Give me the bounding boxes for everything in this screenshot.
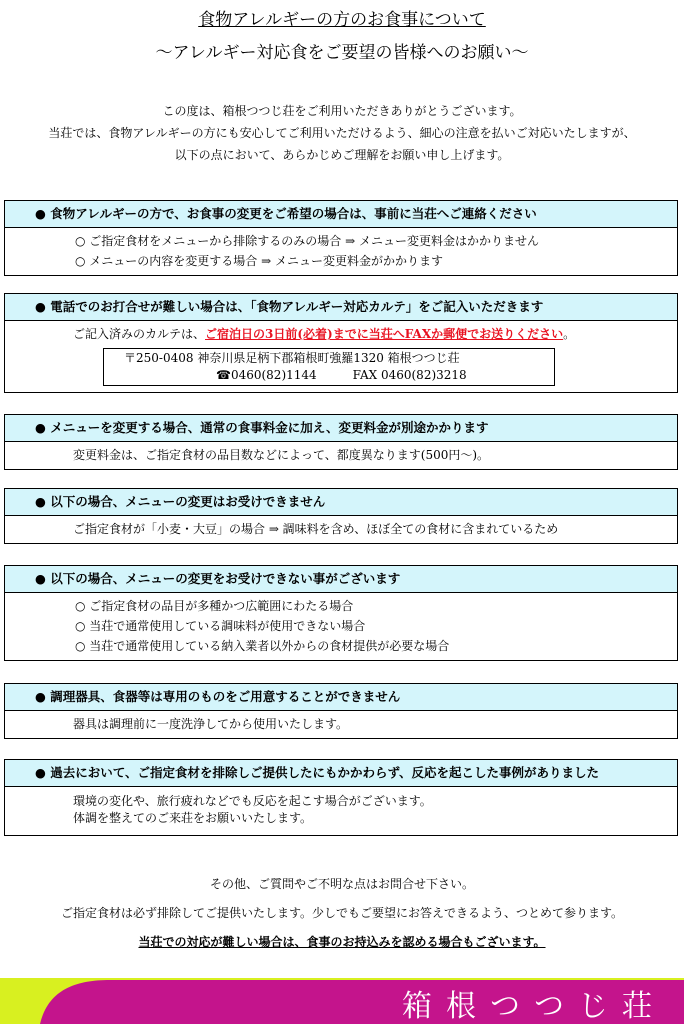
intro-line: 当荘では、食物アレルギーの方にも安心してご利用いただけるよう、細心の注意を払いご対応いたしますが、: [48, 126, 636, 140]
list-item: ○ 当荘で通常使用している調味料が使用できない場合: [75, 619, 366, 633]
section-heading: ● メニューを変更する場合、通常の食事料金に加え、変更料金が別途かかります: [5, 415, 677, 442]
section-heading: ● 電話でのお打合せが難しい場合は、「食物アレルギー対応カルテ」をご記入いただきます: [5, 294, 677, 321]
section-heading: ● 食物アレルギーの方で、お食事の変更をご希望の場合は、事前に当荘へご連絡ください: [5, 201, 677, 228]
list-item: ○ ご指定食材をメニューから排除するのみの場合 ⇒ メニュー変更料金はかかりません: [75, 234, 539, 248]
section-utensils: [4, 683, 678, 739]
closing-line: その他、ご質問やご不明な点はお問合せ下さい。: [209, 877, 474, 891]
section-heading: ● 以下の場合、メニューの変更をお受けできない事がございます: [5, 566, 677, 593]
section-change-fee: [4, 414, 678, 470]
page-subtitle: 〜アレルギー対応食をご要望の皆様へのお願い〜: [155, 43, 529, 63]
page-title: 食物アレルギーの方のお食事について: [198, 10, 486, 30]
section-past-reactions: [4, 759, 678, 836]
section-allergy-chart: [4, 293, 678, 393]
intro-text: [0, 100, 684, 166]
footer-inn-name: 箱根つつじ荘: [402, 989, 666, 1024]
list-item: ご指定食材が「小麦・大豆」の場合 ⇒ 調味料を含め、ほぼ全ての食材に含まれているため: [73, 522, 559, 536]
closing-note: 当荘での対応が難しい場合は、食事のお持込みを認める場合もございます。: [138, 935, 546, 949]
intro-line: この度は、箱根つつじ荘をご利用いただきありがとうございます。: [162, 104, 522, 118]
closing-text: [0, 870, 684, 957]
section-advance-contact: [4, 200, 678, 276]
contact-numbers: ☎0460(82)1144 FAX 0460(82)3218: [216, 368, 467, 382]
section-may-not-accept: [4, 565, 678, 661]
instruction-end: 。: [563, 327, 576, 341]
list-item: ○ 当荘で通常使用している納入業者以外からの食材提供が必要な場合: [75, 639, 450, 653]
intro-line: 以下の点において、あらかじめご理解をお願い申し上げます。: [174, 148, 510, 162]
list-item: ○ ご指定食材の品目が多種かつ広範囲にわたる場合: [75, 599, 354, 613]
address-box: [103, 348, 555, 386]
deadline-notice: ご宿泊日の3日前(必着)までに当荘へFAXか郵便でお送りください: [205, 327, 564, 341]
list-item: 変更料金は、ご指定食材の品目数などによって、都度異なります(500円〜)。: [73, 448, 490, 462]
section-heading: ● 過去において、ご指定食材を排除しご提供したにもかかわらず、反応を起こした事例がありました: [5, 760, 677, 787]
list-item: ○ メニューの内容を変更する場合 ⇒ メニュー変更料金がかかります: [75, 254, 443, 268]
list-item: 器具は調理前に一度洗浄してから使用いたします。: [73, 717, 349, 731]
chart-instruction: [5, 324, 677, 344]
list-item: 環境の変化や、旅行疲れなどでも反応を起こす場合がございます。: [73, 794, 432, 808]
section-heading: ● 調理器具、食器等は専用のものをご用意することができません: [5, 684, 677, 711]
section-heading: ● 以下の場合、メニューの変更はお受けできません: [5, 489, 677, 516]
closing-line: ご指定食材は必ず排除してご提供いたします。少しでもご要望にお答えできるよう、つとめて参ります。: [60, 906, 624, 920]
section-not-accepted: [4, 488, 678, 544]
list-item: 体調を整えてのご来荘をお願いいたします。: [73, 811, 313, 825]
address-line: 〒250-0408 神奈川県足柄下郡箱根町強羅1320 箱根つつじ荘: [124, 351, 460, 365]
instruction-text: ご記入済みのカルテは、: [73, 327, 206, 341]
